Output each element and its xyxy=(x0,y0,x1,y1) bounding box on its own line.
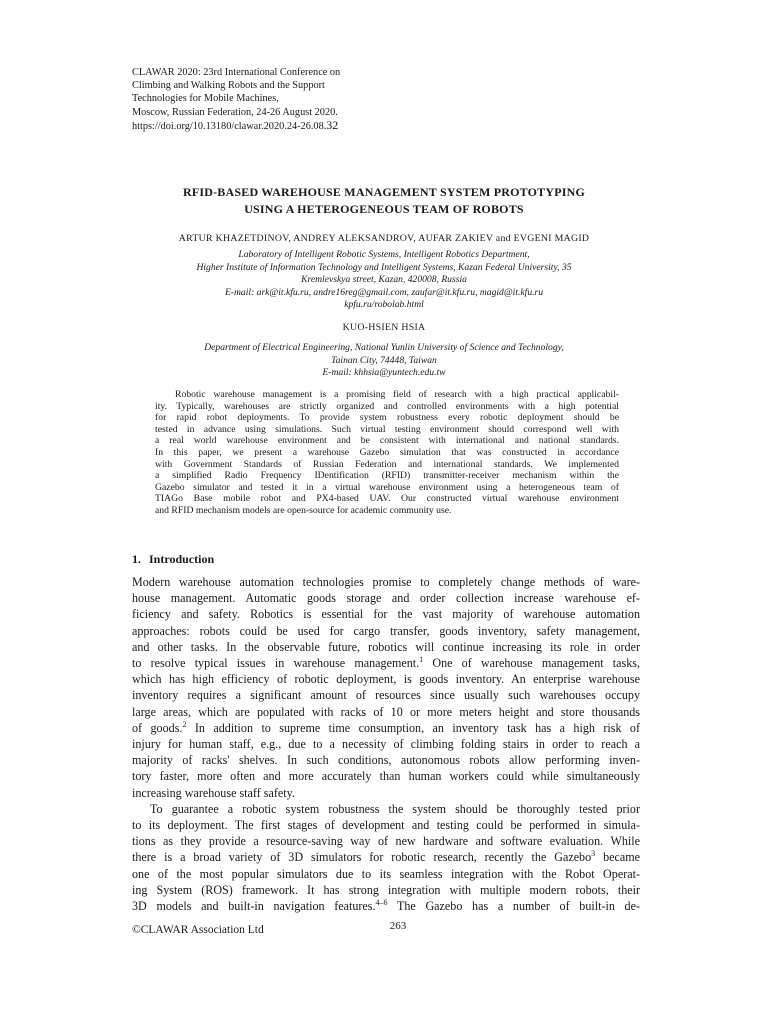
second-author: KUO-HSIEN HSIA xyxy=(342,322,426,333)
abstract-line: In this paper, we present a warehouse Gazebo simulation that was constructed in accordance xyxy=(155,446,619,458)
affiliation-line: Tainan City, 74448, Taiwan xyxy=(331,354,437,366)
body-line: To guarantee a robotic system robustness the system should be thoroughly tested prior xyxy=(150,801,640,816)
paper-number: 32 xyxy=(326,117,339,132)
conference-line: Moscow, Russian Federation, 24-26 August 2020. xyxy=(132,106,338,118)
conference-line: Technologies for Mobile Machines, xyxy=(132,93,279,105)
conference-line: CLAWAR 2020: 23rd International Conference on xyxy=(132,67,341,78)
affiliation-block xyxy=(120,249,648,312)
body-line: majority of racks' shelves. In such conditions, autonomous robots allow performing inven- xyxy=(132,753,640,768)
citation-ref: 3 xyxy=(591,849,596,859)
doi-line xyxy=(132,119,412,133)
second-affiliation-block xyxy=(120,342,648,380)
section-title: Introduction xyxy=(149,552,215,566)
body-line xyxy=(132,898,640,914)
copyright-notice: ©CLAWAR Association Ltd xyxy=(132,924,264,936)
section-heading xyxy=(132,552,532,567)
body-text-run: 3D models and built-in navigation features. xyxy=(132,899,376,914)
email-line: E-mail: ark@it.kfu.ru, andre16reg@gmail.com, zaufar@it.kfu.ru, magid@it.kfu.ru xyxy=(224,286,544,298)
abstract-line: for rapid robot deployments. To provide system robustness every robotic deployment should be xyxy=(155,412,619,424)
citation-ref: 1 xyxy=(419,654,424,664)
abstract-line: TIAGo Base mobile robot and PX4-based UAV. Our constructed virtual warehouse environment xyxy=(155,493,619,505)
section-number: 1. xyxy=(132,552,141,566)
body-line: tions as they provide a resource-saving way of new hardware and software evaluation. While xyxy=(132,834,640,849)
body-text-run: to resolve typical issues in warehouse management. xyxy=(132,656,420,671)
body-line: ficiency and safety. Robotics is essential for the vast majority of warehouse automation xyxy=(132,607,640,622)
citation-ref: 2 xyxy=(182,719,187,729)
abstract-line: a simplified Radio Frequency IDentification (RFID) transmitter-receiver mechanism within the xyxy=(155,470,619,482)
body-text-run: In addition to supreme time consumption, an inventory task has a high risk of xyxy=(186,720,641,735)
body-text-run: The Gazebo has a number of built-in de- xyxy=(387,899,640,914)
body-text-run: became xyxy=(595,850,640,865)
abstract-line: ity. Typically, warehouses are strictly organized and controlled environments with a high potential xyxy=(155,400,619,412)
abstract-line: Gazebo simulator and tested it in a virtual warehouse environment using a heterogeneous team of xyxy=(155,481,619,493)
body-line: one of the most popular simulators due to its seamless integration with the Robot Operat- xyxy=(132,866,640,881)
affiliation-line: Department of Electrical Engineering, National Yunlin University of Science and Technology, xyxy=(204,342,564,353)
body-line: which has high efficiency of robotic deployment, is goods inventory. An enterprise warehouse xyxy=(132,672,640,687)
body-line: increasing warehouse staff safety. xyxy=(132,785,295,800)
affiliation-line: Kremlevskya street, Kazan, 420008, Russia xyxy=(301,274,467,286)
body-text-run: there is a broad variety of 3D simulators for robotic research, recently the Gazebo xyxy=(132,850,592,865)
paper-title xyxy=(120,184,648,218)
abstract-line: Robotic warehouse management is a promising field of research with a high practical applicabil- xyxy=(175,389,619,400)
affiliation-line: Laboratory of Intelligent Robotic Systems, Intelligent Robotics Department, xyxy=(238,249,530,260)
body-line: approaches: robots could be used for cargo transfer, goods inventory, safety management, xyxy=(132,623,640,638)
abstract xyxy=(155,389,619,517)
title-line: USING A HETEROGENEOUS TEAM OF ROBOTS xyxy=(244,202,524,216)
body-line: house management. Automatic goods storage and order collection increase warehouse ef- xyxy=(132,591,640,606)
body-line: and other tasks. In the observable future, robotics will continue increasing its role in order xyxy=(132,639,640,654)
body-line xyxy=(132,720,640,736)
body-line: Modern warehouse automation technologies promise to completely change methods of ware- xyxy=(132,575,640,589)
body-line: to its deployment. The first stages of development and testing could be performed in simula- xyxy=(132,818,640,833)
body-line: ing System (ROS) framework. It has strong integration with multiple modern robots, their xyxy=(132,882,640,897)
page-number: 263 xyxy=(389,920,407,932)
body-line: injury for human staff, e.g., due to a necessity of climbing folding stairs in order to reach a xyxy=(132,737,640,752)
citation-ref: 4–6 xyxy=(375,898,388,908)
body-line: large areas, which are populated with racks of 10 or more meters height and store thousands xyxy=(132,704,640,719)
abstract-line: tested in advance using simulations. Such virtual testing environment should correspond well with xyxy=(155,423,619,435)
body-line xyxy=(132,655,640,671)
body-text xyxy=(132,574,640,914)
conference-header xyxy=(132,66,412,133)
abstract-line: with Government Standards of Russian Federation and international standards. We implemented xyxy=(155,458,619,470)
conference-line: Climbing and Walking Robots and the Support xyxy=(132,80,325,92)
body-text-run: One of warehouse management tasks, xyxy=(423,656,640,671)
abstract-line: and RFID mechanism models are open-source for academic community use. xyxy=(155,504,452,516)
abstract-line: a real world warehouse environment and be consistent with international and national standards. xyxy=(155,435,619,447)
website-line: kpfu.ru/robolab.html xyxy=(344,299,424,311)
body-line: tory faster, more often and more accurately than human workers could while simultaneously xyxy=(132,769,640,784)
doi-text: https://doi.org/10.13180/clawar.2020.24-26.08. xyxy=(132,120,327,132)
affiliation-line: Higher Institute of Information Technology and Intelligent Systems, Kazan Federal University, 35 xyxy=(196,261,572,273)
title-line: RFID-BASED WAREHOUSE MANAGEMENT SYSTEM PROTOTYPING xyxy=(182,185,586,199)
email-line: E-mail: khhsia@yuntech.edu.tw xyxy=(322,367,446,379)
author-list: ARTUR KHAZETDINOV, ANDREY ALEKSANDROV, AUFAR ZAKIEV and EVGENI MAGID xyxy=(178,233,590,244)
body-line xyxy=(132,849,640,865)
body-text-run: of goods. xyxy=(132,720,183,735)
body-line: inventory requires a significant amount of resources since usually such warehouses occupy xyxy=(132,688,640,703)
